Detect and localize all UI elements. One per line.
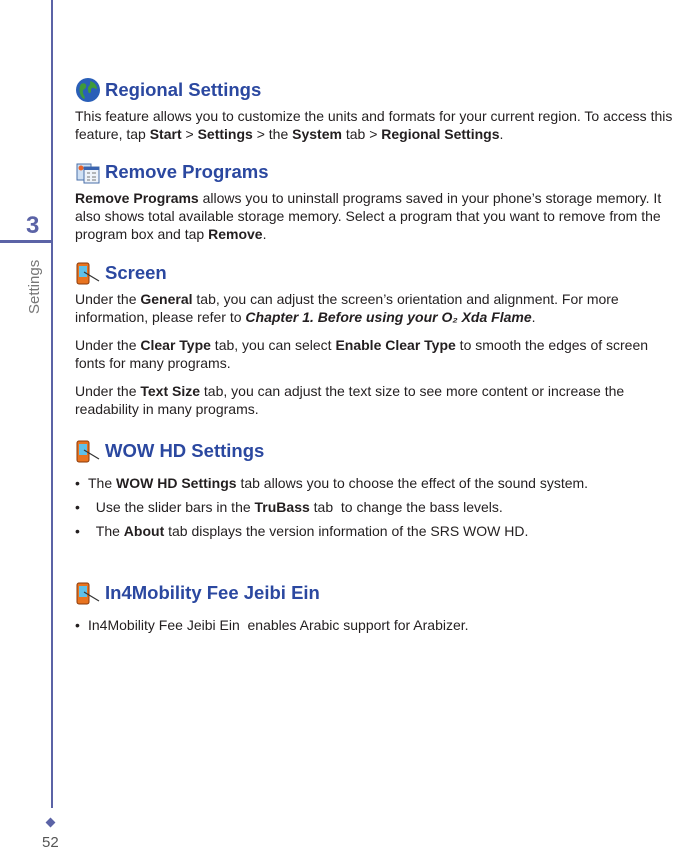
text-run: Remove (208, 226, 263, 242)
section-title: Screen (105, 262, 167, 283)
text-run: > (181, 126, 198, 142)
section-remove-programs (75, 157, 673, 243)
text-run: Under the (75, 337, 141, 353)
bullet-item (75, 616, 673, 634)
section-title: WOW HD Settings (105, 440, 265, 461)
bullet-icon: • (75, 523, 80, 539)
paragraph (75, 189, 673, 243)
pda-icon (75, 438, 101, 464)
text-run: This feature allows you to customize the units and formats for your current region. To access this feature, tap (75, 108, 673, 142)
text-run: Remove Programs (75, 190, 199, 206)
bullet-item (75, 522, 673, 540)
diamond-icon (46, 818, 56, 828)
bullet-item (75, 474, 673, 492)
programs-icon (75, 159, 101, 185)
margin-rule (51, 0, 53, 808)
text-run: to smooth the edges of screen fonts for many programs. (75, 337, 649, 371)
text-run: Start (149, 126, 182, 142)
text-run: > the (252, 126, 293, 142)
text-run: . (499, 126, 504, 142)
section-heading (75, 258, 673, 288)
section-in4mobility (75, 578, 673, 634)
text-run: System (292, 126, 342, 142)
paragraph (75, 107, 673, 143)
text-run: The (88, 523, 124, 539)
chapter-number: 3 (26, 212, 40, 239)
text-run: tab displays the version information of the SRS WOW HD. (164, 523, 529, 539)
paragraph (75, 290, 673, 326)
section-title: Remove Programs (105, 161, 269, 182)
text-run: allows you to uninstall programs saved in your phone’s storage memory. It also shows total available storage memory. Select a program that you want to remove from the program box and tap (75, 190, 662, 242)
section-regional-settings (75, 75, 673, 143)
pda-icon (75, 260, 101, 286)
globe-icon (75, 77, 101, 103)
bullet-icon: • (75, 475, 80, 491)
bullet-item (75, 498, 673, 516)
text-run: . (531, 309, 536, 325)
section-screen (75, 258, 673, 418)
text-run: TruBass (254, 499, 310, 515)
paragraph (75, 336, 673, 372)
section-title: In4Mobility Fee Jeibi Ein (105, 582, 320, 603)
paragraph (75, 382, 673, 418)
bullet-icon: • (75, 617, 80, 633)
text-run: Regional Settings (381, 126, 500, 142)
section-wow-hd-settings (75, 436, 673, 540)
section-heading (75, 436, 673, 466)
text-run: . (262, 226, 267, 242)
text-run: About (123, 523, 165, 539)
text-run: Clear Type (140, 337, 211, 353)
page-number: 52 (42, 834, 59, 849)
text-run: Settings (197, 126, 253, 142)
text-run: Under the (75, 291, 141, 307)
text-run: General (140, 291, 193, 307)
text-run: tab, you can select (210, 337, 336, 353)
text-run: Use the slider bars in the (88, 499, 255, 515)
text-run: tab to change the bass levels. (309, 499, 503, 515)
text-run: Under the (75, 383, 141, 399)
text-run: Text Size (140, 383, 201, 399)
chapter-tab-rule (0, 240, 53, 243)
text-run: tab > (341, 126, 382, 142)
section-heading (75, 578, 673, 608)
text-run: tab, you can adjust the screen’s orientation and alignment. For more information, please refer to (75, 291, 619, 325)
section-heading (75, 157, 673, 187)
text-run: The (88, 475, 117, 491)
text-run: tab, you can adjust the text size to see more content or increase the readability in many programs. (75, 383, 625, 417)
text-run: tab allows you to choose the effect of the sound system. (236, 475, 589, 491)
section-title: Regional Settings (105, 79, 262, 100)
chapter-label: Settings (26, 259, 43, 314)
pda-icon (75, 580, 101, 606)
text-run: WOW HD Settings (116, 475, 237, 491)
text-run: In4Mobility Fee Jeibi Ein enables Arabic support for Arabizer. (88, 617, 469, 633)
section-heading (75, 75, 673, 105)
text-run: Enable Clear Type (335, 337, 456, 353)
bullet-icon: • (75, 499, 80, 515)
text-run: Chapter 1. Before using your O₂ Xda Flame (245, 309, 532, 325)
